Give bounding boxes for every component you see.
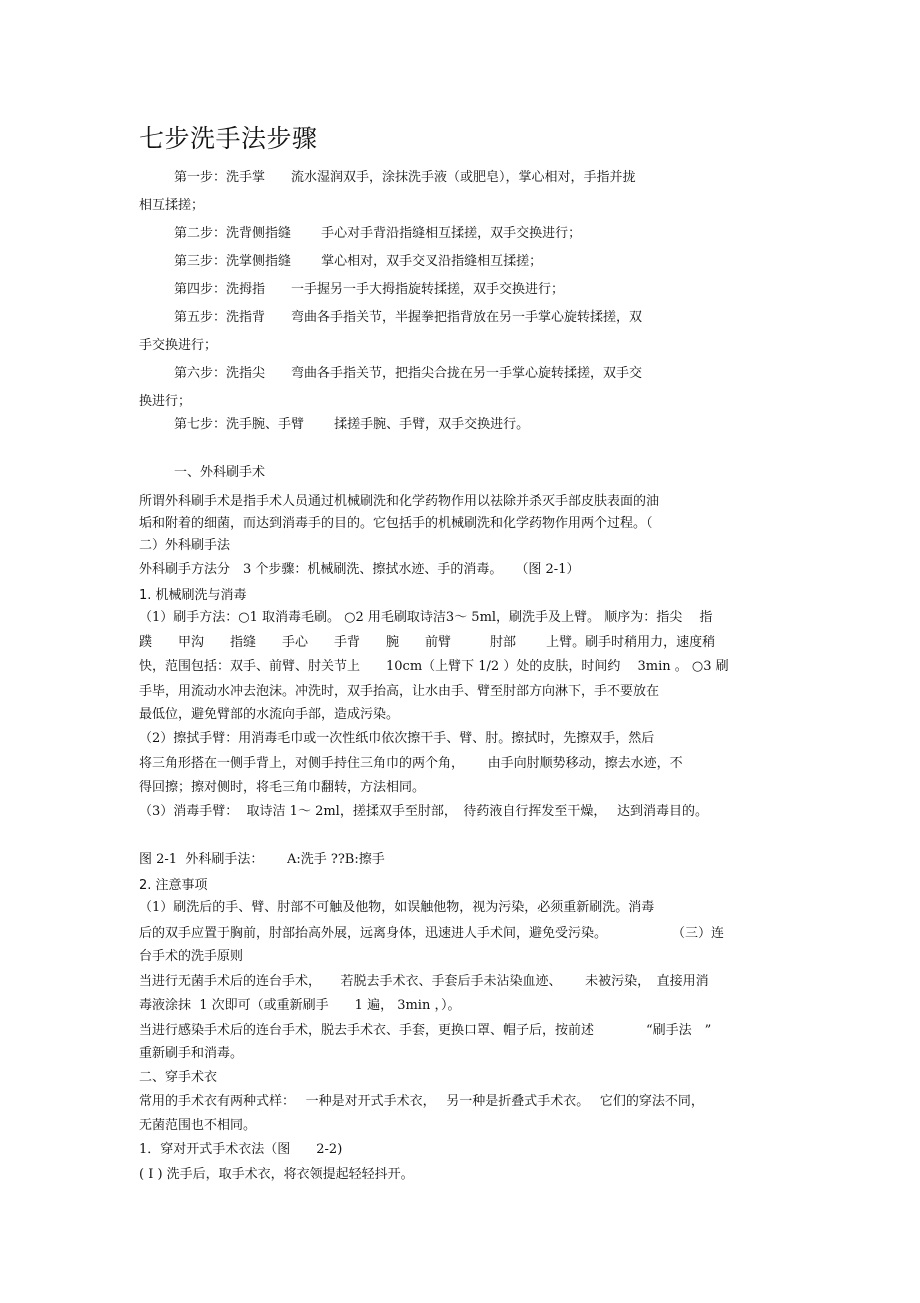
paragraph-line: 当进行感染手术后的连台手术，脱去手术衣、手套，更换口罩、帽子后，按前述 “刷手法 ”	[139, 1023, 712, 1038]
paragraph-line: 后的双手应置于胸前，肘部抬高外展，远离身体，迅速进人手术间，避免受污染。 （三）连	[139, 926, 725, 941]
paragraph-line: 手毕，用流动水冲去泡沫。冲洗时，双手抬高，让水由手、臂至肘部方向淋下，手不要放在	[139, 684, 660, 699]
paragraph-line: 毒液涂抹 1 次即可（或重新刷手 1 遍， 3min ，）。	[139, 998, 461, 1013]
step-5-line-1: 第五步：洗指背 弯曲各手指关节，半握拳把指背放在另一手掌心旋转揉搓，双	[174, 310, 643, 325]
paragraph-line: 得回擦；擦对侧时，将毛三角巾翻转，方法相同。	[139, 780, 426, 795]
paragraph-line: 快，范围包括：双手、前臂、肘关节上 10cm（上臂下 1/2 ）处的皮肤，时间约 3min 。 ○3 刷	[139, 659, 729, 674]
figure-caption: 图 2-1 外科刷手法： A:洗手 ??B:擦手	[139, 852, 385, 867]
paragraph-line: 垢和附着的细菌，而达到消毒手的目的。它包括手的机械刷洗和化学药物作用两个过程。（	[139, 516, 653, 531]
paragraph-line: （1）刷手方法：○1 取消毒毛刷。 ○2 用毛刷取诗洁3～ 5ml，刷洗手及上臂。 顺序为：指尖 指	[139, 610, 713, 625]
page-title: 七步洗手法步骤	[139, 124, 318, 153]
step-3-line: 第三步：洗掌侧指缝 掌心相对，双手交叉沿指缝相互揉搓；	[174, 254, 543, 269]
paragraph-line: ( I ) 洗手后，取手术衣，将衣领提起轻轻抖开。	[139, 1167, 414, 1182]
subheading-precautions: 2. 注意事项	[139, 878, 208, 893]
step-7-line: 第七步：洗手腕、手臂 揉搓手腕、手臂，双手交换进行。	[174, 417, 530, 432]
step-5-line-2: 手交换进行；	[139, 338, 218, 353]
paragraph-line: 将三角形搭在一侧手背上，对侧手持住三角巾的两个角， 由手向肘顺势移动，擦去水迹，不	[139, 756, 683, 771]
paragraph-line: （2）擦拭手臂：用消毒毛巾或一次性纸巾依次擦干手、臂、肘。擦拭时，先擦双手，然后	[139, 731, 655, 746]
paragraph-line: （1）刷洗后的手、臂、肘部不可触及他物，如误触他物，视为污染，必须重新刷洗。消毒	[139, 900, 655, 915]
paragraph-line: 常用的手术衣有两种式样： 一种是对开式手术衣， 另一种是折叠式手术衣。 它们的穿法不同，	[139, 1094, 704, 1109]
paragraph-line: 台手术的洗手原则	[139, 949, 244, 964]
subheading-mechanical-scrub: 1. 机械刷洗与消毒	[139, 588, 247, 603]
step-6-line-2: 换进行；	[139, 394, 192, 409]
paragraph-line: 外科刷手方法分 3 个步骤：机械刷洗、擦拭水迹、手的消毒。 （图 2-1）	[139, 562, 580, 577]
step-1-line-1: 第一步：洗手掌 流水湿润双手，涂抹洗手液（或肥皂），掌心相对，手指并拢	[174, 170, 636, 185]
step-2-line: 第二步：洗背侧指缝 手心对手背沿指缝相互揉搓，双手交换进行；	[174, 226, 582, 241]
paragraph-line: 当进行无菌手术后的连台手术， 若脱去手术衣、手套后手未沾染血迹、 未被污染， 直接用消	[139, 974, 709, 989]
subheading-open-gown: 1．穿对开式手术衣法（图 2-2)	[139, 1142, 343, 1157]
step-6-line-1: 第六步：洗指尖 弯曲各手指关节，把指尖合拢在另一手掌心旋转揉搓，双手交	[174, 366, 643, 381]
paragraph-line: （3）消毒手臂： 取诗洁 1～ 2ml，搓揉双手至肘部， 待药液自行挥发至干燥， 达到消毒目的。	[139, 804, 708, 819]
paragraph-line: 所谓外科刷手术是指手术人员通过机械刷洗和化学药物作用以祛除并杀灭手部皮肤表面的油	[139, 494, 660, 509]
section-heading-gown: 二、穿手术衣	[139, 1070, 218, 1085]
paragraph-line: 最低位，避免臂部的水流向手部，造成污染。	[139, 707, 400, 722]
paragraph-line: 二）外科刷手法	[139, 538, 231, 553]
paragraph-line: 无菌范围也不相同。	[139, 1118, 257, 1133]
paragraph-line: 重新刷手和消毒。	[139, 1046, 244, 1061]
step-1-line-2: 相互揉搓；	[139, 198, 205, 213]
section-heading-surgical-scrub: 一、外科刷手术	[174, 465, 266, 480]
step-4-line: 第四步：洗拇指 一手握另一手大拇指旋转揉搓，双手交换进行；	[174, 282, 565, 297]
paragraph-line: 蹼 甲沟 指缝 手心 手背 腕 前臂 肘部 上臂。刷手时稍用力，速度稍	[139, 635, 716, 650]
